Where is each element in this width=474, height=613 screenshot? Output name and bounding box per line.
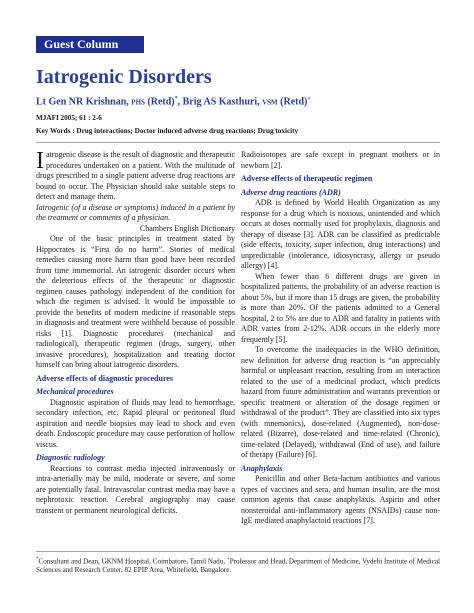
keywords: Key Words : Drug interactions; Doctor induced adverse drug reactions; Drug toxicity: [36, 127, 299, 135]
footnote: [36, 555, 440, 575]
definition-quote: Iatrogenic (of a disease or symptoms) induced in a patient by the treatment or comments of a physician.: [36, 202, 235, 222]
author-1-mark: *: [174, 96, 178, 102]
radiology-paragraph: Reactions to contrast media injected intravenously or intra-arterially may be mild, moderate or severe, and some are potentially fatal. Intravascular contrast media may have a nephrotoxic reaction. Cerebral angiography may cause transient or permanent neurological deficits.: [36, 463, 235, 515]
author-2-name: Brig AS Kasthuri,: [182, 96, 260, 108]
section-label: Guest Column: [36, 36, 144, 53]
author-1-name: Lt Gen NR Krishnan,: [36, 96, 129, 108]
subheading-radiology: Diagnostic radiology: [36, 453, 105, 462]
footnote-mark-1: *: [36, 557, 39, 562]
journal-citation: MJAFI 2005; 61 : 2-6: [36, 114, 102, 122]
author-2-honor: VSM: [262, 98, 278, 107]
footnote-mark-2: +: [226, 557, 230, 562]
right-column: [241, 150, 440, 527]
article-title: Iatrogenic Disorders: [36, 66, 212, 88]
adr-paragraph-1: ADR is defined by World Health Organization as any response for a drug which is noxious, unintended and which occurs at doses normally used for prophylaxis, diagnosis and therapy of disease [3]. ADR can be classified as predictable (side effects, toxicity, super infection, drug interactions) and unpredictable (intolerance, idiosyncrasy, allergy or pseudo allergy) [4].: [241, 198, 440, 270]
anaphylaxis-paragraph: Penicillin and other Beta-lactum antibiotics and various types of vaccines and sera, and human insulin, are the most common agents that cause anaphylaxis. Aspirin and other nonsteroidal anti-inflammatory agents (NSAIDs) cause non-IgE mediated anaphylactoid reactions [7].: [241, 474, 440, 525]
author-1-honor: PHS: [131, 98, 145, 107]
heading-therapeutic: Adverse effects of therapeutic regimen: [241, 174, 373, 183]
adr-paragraph-3: To overcome the inadequacies in the WHO definition, new definition for adverse drug reaction is “an appreciably harmful or unpleasant reaction, resulting from an interaction related to the use of a medicinal product, which predicts hazard from future administration and warrants prevention or specific treatment or alteration of the dosage regimen or withdrawal of the product”. They are classified into six types (with mnemonics), dose-related (Augmented), non-dose-related (Bizarre), dose-related and time-related (Chronic), time-related (Delayed), withdrawal (End of use), and failure of therapy (Failure) [6].: [241, 345, 440, 459]
quote-source: Chambers English Dictionary: [139, 223, 235, 233]
mechanical-paragraph: Diagnostic aspiration of fluids may lead to hemorrhage, secondary infection, etc. Rapid pleural or peritoneal fluid aspiration and needle biopsies may lead to shock and even death. Endoscopic procedure may cause perforation of hollow viscus.: [36, 397, 235, 449]
drop-cap: I: [36, 148, 44, 174]
heading-diagnostic: Adverse effects of diagnostic procedures: [36, 373, 174, 383]
subheading-mechanical: Mechanical procedures: [36, 387, 114, 396]
subheading-adr: Adverse drug reactions (ADR): [241, 187, 341, 197]
author-line: Lt Gen NR Krishnan, PHS (Retd)*, Brig AS Kasthuri, VSM (Retd)+: [36, 96, 311, 108]
left-column: [36, 150, 235, 516]
author-1-rank: (Retd): [147, 96, 175, 108]
hippocrates-paragraph: One of the basic principles in treatment stated by Hippocrates is “First do no harm”. Stories of medical remedies causing more harm than good have been recorded from time immemorial. An iatrogenic disorder occurs when the deleterious effects of the therapeutic or diagnostic regimen causes pathology independent of the condition for which the regimen is advised. It would be impossible to provide the benefits of modern medicine if reasonable steps in diagnosis and treatment were withheld because of possible risks [1]. Diagnostic procedures (mechanical and radiological), therapeutic regimen (drugs, surgery, other invasive procedures), hospitalization and treating doctor himself can bring about iatrogenic disorders.: [36, 234, 235, 369]
author-2-rank: (Retd): [280, 96, 308, 108]
footnote-affiliation-2: Professor and Head, Department of Medicine, Vydehi Institute of Medical Sciences and Research Center, 82 EPIP Area, Whitefield, Bangalore.: [36, 557, 440, 575]
footnote-affiliation-1: Consultant and Dean, GKNM Hospital, Coimbatore, Tamil Nadu,: [38, 557, 226, 566]
radiology-continued: Radioisotopes are safe except in pregnant mothers or in newborn [2].: [241, 150, 440, 170]
author-2-mark: +: [307, 96, 311, 102]
intro-paragraph: Iatrogenic disease is the result of diagnostic and therapeutic procedures undertaken on a patient. With the multitude of drugs prescribed to a single patient adverse drug reactions are bound to occur. The Physician should take suitable steps to detect and manage them.: [36, 148, 235, 201]
adr-paragraph-2: When fewer than 6 different drugs are given in hospitalized patients, the probability of an adverse reaction is about 5%, but if more than 15 drugs are given, the probability is more than 20%. Of the patients admitted to a General hospital, 2 to 5% are due to ADR and fatality in patients with ADR varies from 2-12%. ADR occurs in the elderly more frequently [5].: [241, 271, 440, 344]
header-divider: [36, 142, 440, 143]
subheading-anaphylaxis: Anaphylaxis: [241, 463, 283, 473]
footnote-divider: [36, 551, 440, 552]
